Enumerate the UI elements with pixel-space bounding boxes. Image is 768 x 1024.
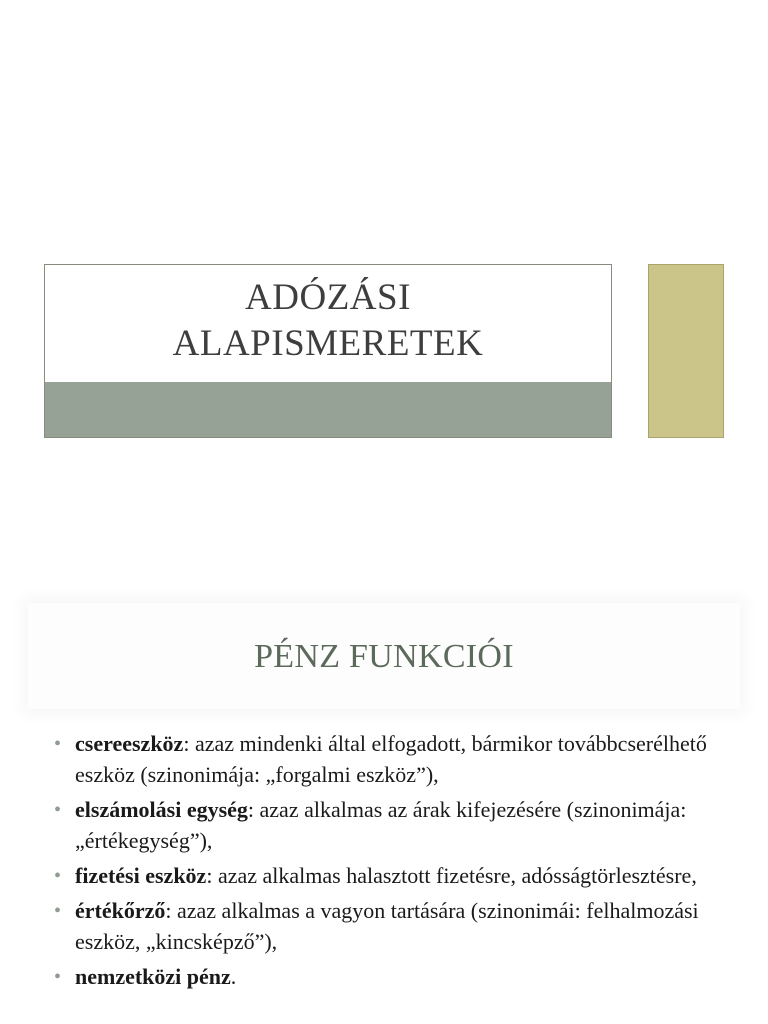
slide-title — [45, 275, 611, 367]
list-item — [54, 961, 754, 992]
bullet-dot-icon: • — [54, 865, 62, 887]
title-band — [45, 382, 611, 437]
accent-block — [648, 264, 724, 438]
title-line-2: ALAPISMERETEK — [172, 323, 484, 364]
list-item — [54, 860, 754, 891]
section-heading: PÉNZ FUNKCIÓI — [254, 638, 514, 675]
bullet-list — [54, 728, 754, 996]
bullet-term: nemzetközi pénz — [75, 964, 231, 989]
section-title-box — [28, 603, 740, 709]
list-item — [54, 794, 754, 856]
title-box — [44, 264, 612, 438]
list-item — [54, 728, 754, 790]
bullet-dot-icon: • — [54, 966, 62, 988]
bullet-dot-icon: • — [54, 733, 62, 755]
bullet-text: : azaz mindenki által elfogadott, bármikor továbbcserélhető eszköz (szinonimája: „forgalmi eszköz”), — [75, 731, 707, 787]
list-item — [54, 895, 754, 957]
bullet-text: : azaz alkalmas halasztott fizetésre, adósságtörlesztésre, — [206, 863, 697, 888]
bullet-dot-icon: • — [54, 900, 62, 922]
bullet-term: értékőrző — [75, 898, 166, 923]
bullet-text: . — [230, 964, 237, 989]
bullet-text: : azaz alkalmas az árak kifejezésére (szinonimája: „értékegység”), — [75, 797, 687, 853]
title-line-1: ADÓZÁSI — [245, 277, 411, 318]
bullet-text: : azaz alkalmas a vagyon tartására (szinonimái: felhalmozási eszköz, „kincsképző”), — [75, 898, 699, 954]
bullet-term: elszámolási egység — [75, 797, 248, 822]
bullet-term: csereeszköz — [75, 731, 184, 756]
bullet-term: fizetési eszköz — [75, 863, 207, 888]
bullet-dot-icon: • — [54, 799, 62, 821]
